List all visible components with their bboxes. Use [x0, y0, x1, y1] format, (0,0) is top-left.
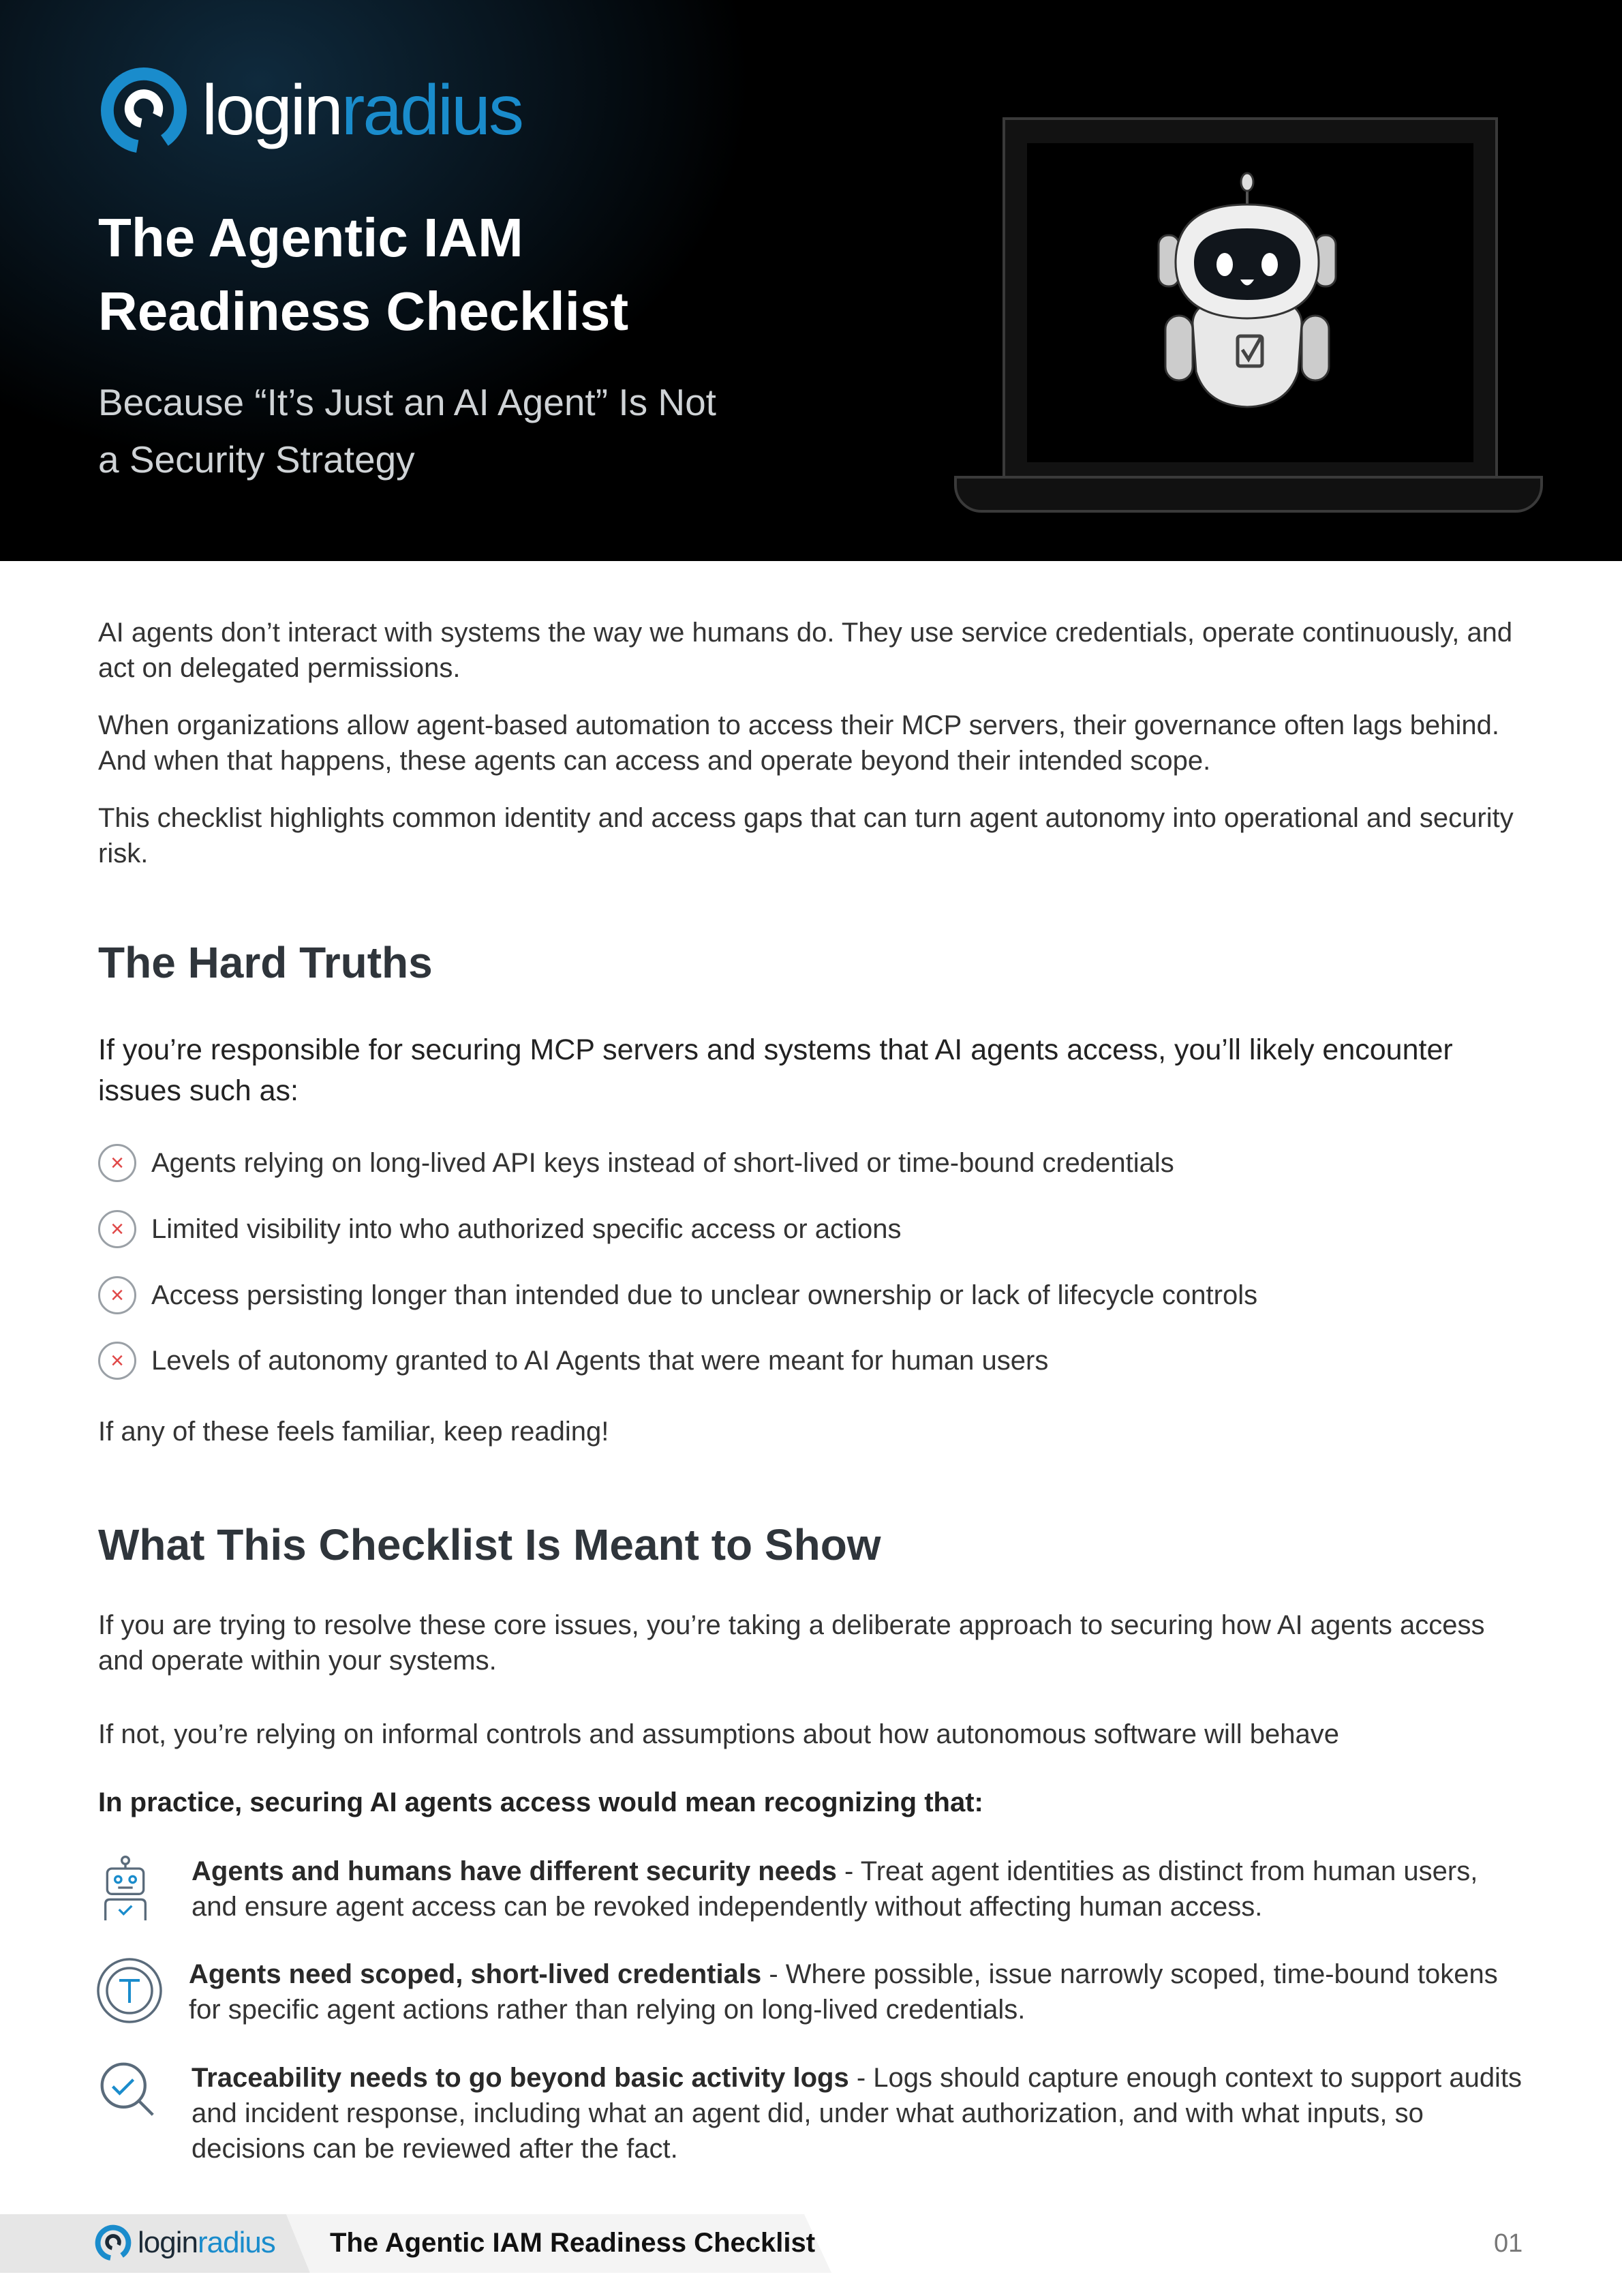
principle-title: Agents need scoped, short-lived credentials: [189, 1959, 762, 1989]
footer-logo: [94, 2224, 275, 2262]
meant-to-show-paragraph: If not, you’re relying on informal controls and assumptions about how autonomous software will behave: [98, 1719, 1339, 1749]
x-circle-icon: ×: [98, 1342, 136, 1380]
hard-truths-closing: If any of these feels familiar, keep reading!: [98, 1417, 609, 1447]
logo-text-login: login: [202, 71, 341, 150]
robot-mascot-icon: [1152, 167, 1343, 412]
principle-title: Traceability needs to go beyond basic activity logs: [192, 2063, 849, 2093]
intro-paragraph: When organizations allow agent-based automation to access their MCP servers, their governance often lags behind. And when that happens, these agents can access and operate beyond their intended scope.: [98, 710, 1499, 776]
robot-check-icon: [98, 1854, 153, 1922]
principle-item: [98, 2060, 1529, 2166]
principle-item: [98, 1957, 1529, 2028]
intro-section: [98, 615, 1529, 871]
principle-body: - Treat agent identities as distinct from human users, and ensure agent access can be revoked independently without affecting human access.: [192, 1856, 1478, 1922]
issue-bullet: [98, 1342, 1048, 1380]
x-circle-icon: ×: [98, 1276, 136, 1314]
principle-text: [192, 2060, 1529, 2166]
hero-banner: [0, 0, 1622, 561]
principle-title: Agents and humans have different security needs: [192, 1856, 837, 1886]
bullet-text: Agents relying on long-lived API keys instead of short-lived or time-bound credentials: [151, 1147, 1174, 1178]
subtitle-line: Because “It’s Just an AI Agent” Is Not: [98, 381, 716, 423]
subtitle-line: a Security Strategy: [98, 438, 415, 481]
loginradius-logo-icon: [94, 2224, 132, 2262]
bullet-text: Access persisting longer than intended due to unclear ownership or lack of lifecycle controls: [151, 1280, 1258, 1310]
title-line: Readiness Checklist: [98, 281, 629, 342]
bullet-text: Levels of autonomy granted to AI Agents that were meant for human users: [151, 1345, 1049, 1376]
page-number: 01: [1494, 2229, 1523, 2258]
laptop-base: [954, 476, 1543, 513]
footer-title: The Agentic IAM Readiness Checklist: [330, 2228, 816, 2258]
intro-paragraph: AI agents don’t interact with systems the way we humans do. They use service credentials, operate continuously, and act on delegated permissions.: [98, 618, 1513, 683]
page-subtitle: [98, 374, 716, 488]
issue-bullet: [98, 1210, 902, 1248]
meant-to-show-heading: What This Checklist Is Meant to Show: [98, 1520, 881, 1569]
hard-truths-heading: The Hard Truths: [98, 938, 433, 987]
page-title: [98, 201, 628, 348]
token-icon: [95, 1957, 164, 2025]
principle-text: [192, 1854, 1529, 1925]
bullet-text: Limited visibility into who authorized specific access or actions: [151, 1213, 902, 1244]
logo-text-radius: radius: [341, 71, 522, 150]
x-circle-icon: ×: [98, 1210, 136, 1248]
principle-text: [189, 1957, 1529, 2028]
principle-item: [98, 1854, 1529, 1925]
logo-text-login: login: [138, 2226, 198, 2259]
intro-paragraph: This checklist highlights common identity and access gaps that can turn agent autonomy into operational and security risk.: [98, 803, 1514, 868]
hard-truths-lead: If you’re responsible for securing MCP servers and systems that AI agents access, you’ll likely encounter issues such as:: [98, 1033, 1453, 1107]
principle-body: - Logs should capture enough context to support audits and incident response, including what an agent did, under what authorization, and with what inputs, so decisions can be reviewed after the fact.: [192, 2063, 1522, 2164]
logo-text-radius: radius: [197, 2226, 275, 2259]
title-line: The Agentic IAM: [98, 207, 523, 268]
loginradius-logo: [98, 65, 522, 156]
issue-bullet: [98, 1144, 1174, 1182]
x-circle-icon: ×: [98, 1144, 136, 1182]
issue-bullet: [98, 1276, 1257, 1314]
search-check-icon: [98, 2060, 157, 2119]
loginradius-logo-icon: [98, 65, 189, 156]
meant-to-show-paragraph: If you are trying to resolve these core issues, you’re taking a deliberate approach to securing how AI agents access and operate within your systems.: [98, 1610, 1485, 1676]
page-footer: [0, 2214, 1622, 2273]
meant-to-show-lead: In practice, securing AI agents access would mean recognizing that:: [98, 1787, 983, 1817]
principle-body: - Where possible, issue narrowly scoped, time-bound tokens for specific agent actions rather than relying on long-lived credentials.: [189, 1959, 1498, 2025]
